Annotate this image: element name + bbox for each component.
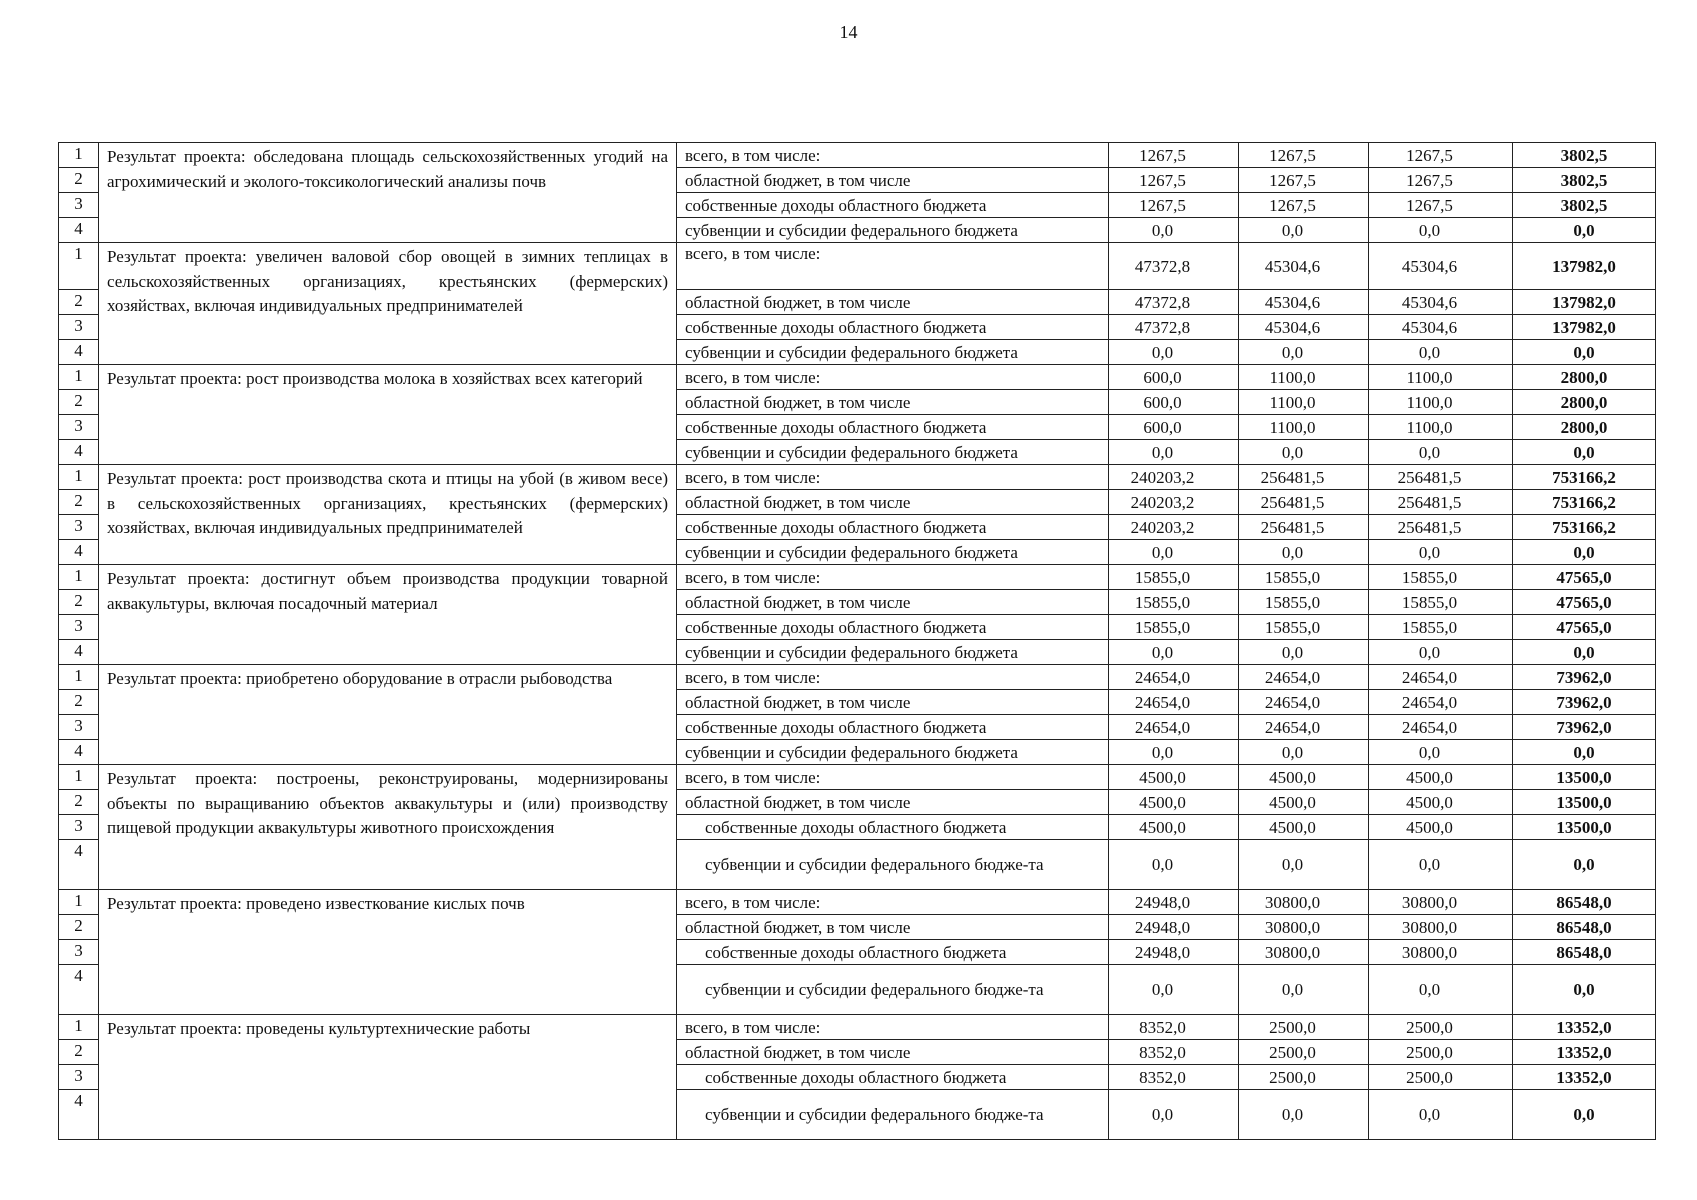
row-number: 1 <box>59 1015 99 1040</box>
year-value: 45304,6 <box>1239 315 1369 340</box>
year-value: 240203,2 <box>1109 515 1239 540</box>
total-value: 13500,0 <box>1513 815 1656 840</box>
total-value: 2800,0 <box>1513 415 1656 440</box>
row-number: 3 <box>59 315 99 340</box>
row-number: 2 <box>59 168 99 193</box>
year-value: 30800,0 <box>1239 890 1369 915</box>
year-value: 4500,0 <box>1369 790 1513 815</box>
year-value: 600,0 <box>1109 415 1239 440</box>
funding-source: субвенции и субсидии федерального бюджета <box>677 440 1109 465</box>
year-value: 24654,0 <box>1239 715 1369 740</box>
row-number: 4 <box>59 540 99 565</box>
year-value: 45304,6 <box>1239 290 1369 315</box>
total-value: 3802,5 <box>1513 193 1656 218</box>
funding-source: всего, в том числе: <box>677 243 1109 290</box>
year-value: 0,0 <box>1109 340 1239 365</box>
year-value: 1100,0 <box>1369 365 1513 390</box>
year-value: 4500,0 <box>1109 815 1239 840</box>
funding-source: собственные доходы областного бюджета <box>677 515 1109 540</box>
year-value: 8352,0 <box>1109 1015 1239 1040</box>
year-value: 0,0 <box>1239 440 1369 465</box>
result-description: Результат проекта: приобретено оборудование в отрасли рыбоводства <box>99 665 677 765</box>
year-value: 1267,5 <box>1109 143 1239 168</box>
row-number: 2 <box>59 290 99 315</box>
year-value: 24948,0 <box>1109 890 1239 915</box>
total-value: 47565,0 <box>1513 590 1656 615</box>
row-number: 4 <box>59 640 99 665</box>
year-value: 30800,0 <box>1369 890 1513 915</box>
year-value: 0,0 <box>1369 1090 1513 1140</box>
funding-source: субвенции и субсидии федерального бюджета <box>677 540 1109 565</box>
funding-source: областной бюджет, в том числе <box>677 590 1109 615</box>
row-number: 2 <box>59 390 99 415</box>
funding-source: собственные доходы областного бюджета <box>677 1065 1109 1090</box>
total-value: 753166,2 <box>1513 515 1656 540</box>
year-value: 4500,0 <box>1109 765 1239 790</box>
row-number: 1 <box>59 365 99 390</box>
year-value: 24948,0 <box>1109 940 1239 965</box>
year-value: 0,0 <box>1369 440 1513 465</box>
total-value: 13500,0 <box>1513 765 1656 790</box>
year-value: 30800,0 <box>1369 940 1513 965</box>
year-value: 0,0 <box>1109 540 1239 565</box>
funding-source: собственные доходы областного бюджета <box>677 193 1109 218</box>
total-value: 2800,0 <box>1513 365 1656 390</box>
year-value: 4500,0 <box>1369 765 1513 790</box>
total-value: 86548,0 <box>1513 890 1656 915</box>
row-number: 3 <box>59 815 99 840</box>
year-value: 24654,0 <box>1239 690 1369 715</box>
total-value: 0,0 <box>1513 218 1656 243</box>
row-number: 1 <box>59 890 99 915</box>
total-value: 13352,0 <box>1513 1065 1656 1090</box>
total-value: 137982,0 <box>1513 315 1656 340</box>
result-description: Результат проекта: построены, реконструированы, модернизированы объекты по выращиванию объектов аквакультуры и (или) производству пищевой продукции аквакультуры животного происхождения <box>99 765 677 890</box>
funding-source: субвенции и субсидии федерального бюдже-та <box>677 1090 1109 1140</box>
year-value: 15855,0 <box>1369 565 1513 590</box>
year-value: 24948,0 <box>1109 915 1239 940</box>
year-value: 2500,0 <box>1369 1065 1513 1090</box>
result-description: Результат проекта: рост производства скота и птицы на убой (в живом весе) в сельскохозяйственных организациях, крестьянских (фермерских) хозяйствах, включая индивидуальных предпринимателей <box>99 465 677 565</box>
year-value: 24654,0 <box>1369 665 1513 690</box>
year-value: 47372,8 <box>1109 290 1239 315</box>
result-description: Результат проекта: увеличен валовой сбор овощей в зимних теплицах в сельскохозяйственных организациях, крестьянских (фермерских) хозяйствах, включая индивидуальных предпринимателей <box>99 243 677 365</box>
year-value: 8352,0 <box>1109 1040 1239 1065</box>
year-value: 240203,2 <box>1109 465 1239 490</box>
year-value: 24654,0 <box>1239 665 1369 690</box>
funding-table <box>58 142 1656 1140</box>
year-value: 1267,5 <box>1109 168 1239 193</box>
year-value: 0,0 <box>1239 840 1369 890</box>
total-value: 13352,0 <box>1513 1015 1656 1040</box>
year-value: 24654,0 <box>1369 690 1513 715</box>
row-number: 3 <box>59 615 99 640</box>
total-value: 0,0 <box>1513 1090 1656 1140</box>
year-value: 0,0 <box>1369 840 1513 890</box>
year-value: 47372,8 <box>1109 315 1239 340</box>
total-value: 2800,0 <box>1513 390 1656 415</box>
year-value: 0,0 <box>1239 740 1369 765</box>
year-value: 4500,0 <box>1239 790 1369 815</box>
total-value: 0,0 <box>1513 965 1656 1015</box>
year-value: 15855,0 <box>1239 565 1369 590</box>
year-value: 2500,0 <box>1239 1040 1369 1065</box>
funding-source: субвенции и субсидии федерального бюдже-та <box>677 840 1109 890</box>
row-number: 2 <box>59 1040 99 1065</box>
total-value: 13352,0 <box>1513 1040 1656 1065</box>
year-value: 30800,0 <box>1239 915 1369 940</box>
year-value: 0,0 <box>1369 540 1513 565</box>
year-value: 30800,0 <box>1369 915 1513 940</box>
total-value: 86548,0 <box>1513 915 1656 940</box>
funding-source: собственные доходы областного бюджета <box>677 715 1109 740</box>
year-value: 1267,5 <box>1239 193 1369 218</box>
total-value: 0,0 <box>1513 740 1656 765</box>
funding-source: всего, в том числе: <box>677 890 1109 915</box>
total-value: 86548,0 <box>1513 940 1656 965</box>
funding-source: собственные доходы областного бюджета <box>677 615 1109 640</box>
row-number: 1 <box>59 765 99 790</box>
total-value: 0,0 <box>1513 640 1656 665</box>
result-description: Результат проекта: проведены культуртехнические работы <box>99 1015 677 1140</box>
year-value: 0,0 <box>1369 340 1513 365</box>
year-value: 0,0 <box>1369 965 1513 1015</box>
year-value: 15855,0 <box>1109 565 1239 590</box>
year-value: 0,0 <box>1109 840 1239 890</box>
row-number: 1 <box>59 243 99 290</box>
funding-source: субвенции и субсидии федерального бюджета <box>677 340 1109 365</box>
year-value: 2500,0 <box>1369 1040 1513 1065</box>
year-value: 30800,0 <box>1239 940 1369 965</box>
total-value: 753166,2 <box>1513 465 1656 490</box>
funding-source: областной бюджет, в том числе <box>677 790 1109 815</box>
funding-source: всего, в том числе: <box>677 665 1109 690</box>
table-row <box>59 465 1656 490</box>
row-number: 3 <box>59 1065 99 1090</box>
year-value: 1100,0 <box>1369 390 1513 415</box>
year-value: 0,0 <box>1239 1090 1369 1140</box>
year-value: 1267,5 <box>1109 193 1239 218</box>
row-number: 3 <box>59 415 99 440</box>
funding-source: собственные доходы областного бюджета <box>677 940 1109 965</box>
total-value: 0,0 <box>1513 840 1656 890</box>
row-number: 1 <box>59 465 99 490</box>
year-value: 24654,0 <box>1109 690 1239 715</box>
funding-source: субвенции и субсидии федерального бюдже-та <box>677 965 1109 1015</box>
year-value: 8352,0 <box>1109 1065 1239 1090</box>
year-value: 0,0 <box>1369 640 1513 665</box>
table-row <box>59 565 1656 590</box>
page-number: 14 <box>839 22 858 42</box>
year-value: 600,0 <box>1109 365 1239 390</box>
year-value: 45304,6 <box>1369 243 1513 290</box>
funding-source: всего, в том числе: <box>677 365 1109 390</box>
year-value: 45304,6 <box>1239 243 1369 290</box>
row-number: 2 <box>59 690 99 715</box>
funding-source: областной бюджет, в том числе <box>677 915 1109 940</box>
total-value: 137982,0 <box>1513 243 1656 290</box>
funding-table-body <box>59 143 1656 1140</box>
year-value: 256481,5 <box>1369 515 1513 540</box>
row-number: 4 <box>59 840 99 890</box>
year-value: 15855,0 <box>1369 615 1513 640</box>
row-number: 2 <box>59 790 99 815</box>
result-description: Результат проекта: обследована площадь сельскохозяйственных угодий на агрохимический и эколого-токсикологический анализы почв <box>99 143 677 243</box>
total-value: 137982,0 <box>1513 290 1656 315</box>
year-value: 0,0 <box>1239 640 1369 665</box>
row-number: 1 <box>59 565 99 590</box>
table-row <box>59 765 1656 790</box>
year-value: 0,0 <box>1239 340 1369 365</box>
total-value: 0,0 <box>1513 540 1656 565</box>
year-value: 2500,0 <box>1239 1065 1369 1090</box>
funding-source: всего, в том числе: <box>677 765 1109 790</box>
funding-source: областной бюджет, в том числе <box>677 290 1109 315</box>
row-number: 2 <box>59 915 99 940</box>
row-number: 3 <box>59 940 99 965</box>
funding-source: областной бюджет, в том числе <box>677 490 1109 515</box>
table-row <box>59 143 1656 168</box>
funding-source: всего, в том числе: <box>677 143 1109 168</box>
table-row <box>59 243 1656 290</box>
year-value: 240203,2 <box>1109 490 1239 515</box>
year-value: 1100,0 <box>1239 415 1369 440</box>
funding-source: областной бюджет, в том числе <box>677 690 1109 715</box>
year-value: 0,0 <box>1109 965 1239 1015</box>
year-value: 0,0 <box>1369 740 1513 765</box>
year-value: 4500,0 <box>1109 790 1239 815</box>
year-value: 0,0 <box>1109 218 1239 243</box>
table-row <box>59 890 1656 915</box>
funding-source: собственные доходы областного бюджета <box>677 315 1109 340</box>
year-value: 1100,0 <box>1239 365 1369 390</box>
total-value: 753166,2 <box>1513 490 1656 515</box>
total-value: 47565,0 <box>1513 615 1656 640</box>
result-description: Результат проекта: достигнут объем производства продукции товарной аквакультуры, включая посадочный материал <box>99 565 677 665</box>
total-value: 13500,0 <box>1513 790 1656 815</box>
year-value: 2500,0 <box>1239 1015 1369 1040</box>
total-value: 3802,5 <box>1513 143 1656 168</box>
year-value: 256481,5 <box>1239 490 1369 515</box>
year-value: 1100,0 <box>1239 390 1369 415</box>
year-value: 1267,5 <box>1369 193 1513 218</box>
row-number: 3 <box>59 193 99 218</box>
result-description: Результат проекта: рост производства молока в хозяйствах всех категорий <box>99 365 677 465</box>
row-number: 4 <box>59 340 99 365</box>
funding-source: всего, в том числе: <box>677 465 1109 490</box>
row-number: 3 <box>59 715 99 740</box>
funding-source: собственные доходы областного бюджета <box>677 415 1109 440</box>
row-number: 2 <box>59 590 99 615</box>
row-number: 3 <box>59 515 99 540</box>
year-value: 0,0 <box>1109 640 1239 665</box>
year-value: 24654,0 <box>1109 665 1239 690</box>
row-number: 4 <box>59 1090 99 1140</box>
year-value: 1267,5 <box>1239 143 1369 168</box>
funding-source: собственные доходы областного бюджета <box>677 815 1109 840</box>
total-value: 73962,0 <box>1513 665 1656 690</box>
funding-source: субвенции и субсидии федерального бюджета <box>677 640 1109 665</box>
funding-source: областной бюджет, в том числе <box>677 1040 1109 1065</box>
funding-source: субвенции и субсидии федерального бюджета <box>677 218 1109 243</box>
total-value: 73962,0 <box>1513 690 1656 715</box>
year-value: 1267,5 <box>1369 143 1513 168</box>
total-value: 47565,0 <box>1513 565 1656 590</box>
year-value: 24654,0 <box>1369 715 1513 740</box>
year-value: 2500,0 <box>1369 1015 1513 1040</box>
year-value: 4500,0 <box>1369 815 1513 840</box>
funding-source: всего, в том числе: <box>677 1015 1109 1040</box>
total-value: 0,0 <box>1513 340 1656 365</box>
year-value: 1267,5 <box>1239 168 1369 193</box>
year-value: 0,0 <box>1239 965 1369 1015</box>
year-value: 15855,0 <box>1369 590 1513 615</box>
year-value: 24654,0 <box>1109 715 1239 740</box>
funding-source: областной бюджет, в том числе <box>677 390 1109 415</box>
year-value: 256481,5 <box>1239 465 1369 490</box>
year-value: 0,0 <box>1239 218 1369 243</box>
year-value: 256481,5 <box>1369 465 1513 490</box>
year-value: 1100,0 <box>1369 415 1513 440</box>
row-number: 4 <box>59 965 99 1015</box>
total-value: 0,0 <box>1513 440 1656 465</box>
result-description: Результат проекта: проведено известкование кислых почв <box>99 890 677 1015</box>
table-row <box>59 365 1656 390</box>
year-value: 0,0 <box>1109 740 1239 765</box>
year-value: 15855,0 <box>1239 590 1369 615</box>
total-value: 73962,0 <box>1513 715 1656 740</box>
year-value: 0,0 <box>1109 1090 1239 1140</box>
table-row <box>59 1015 1656 1040</box>
year-value: 0,0 <box>1239 540 1369 565</box>
year-value: 15855,0 <box>1109 590 1239 615</box>
row-number: 2 <box>59 490 99 515</box>
year-value: 600,0 <box>1109 390 1239 415</box>
row-number: 4 <box>59 740 99 765</box>
total-value: 3802,5 <box>1513 168 1656 193</box>
year-value: 256481,5 <box>1239 515 1369 540</box>
year-value: 15855,0 <box>1239 615 1369 640</box>
year-value: 45304,6 <box>1369 315 1513 340</box>
year-value: 1267,5 <box>1369 168 1513 193</box>
year-value: 15855,0 <box>1109 615 1239 640</box>
year-value: 47372,8 <box>1109 243 1239 290</box>
funding-source: областной бюджет, в том числе <box>677 168 1109 193</box>
year-value: 0,0 <box>1369 218 1513 243</box>
table-row <box>59 665 1656 690</box>
year-value: 256481,5 <box>1369 490 1513 515</box>
funding-source: всего, в том числе: <box>677 565 1109 590</box>
row-number: 4 <box>59 440 99 465</box>
row-number: 1 <box>59 143 99 168</box>
year-value: 0,0 <box>1109 440 1239 465</box>
year-value: 4500,0 <box>1239 815 1369 840</box>
year-value: 4500,0 <box>1239 765 1369 790</box>
row-number: 4 <box>59 218 99 243</box>
year-value: 45304,6 <box>1369 290 1513 315</box>
row-number: 1 <box>59 665 99 690</box>
funding-source: субвенции и субсидии федерального бюджета <box>677 740 1109 765</box>
